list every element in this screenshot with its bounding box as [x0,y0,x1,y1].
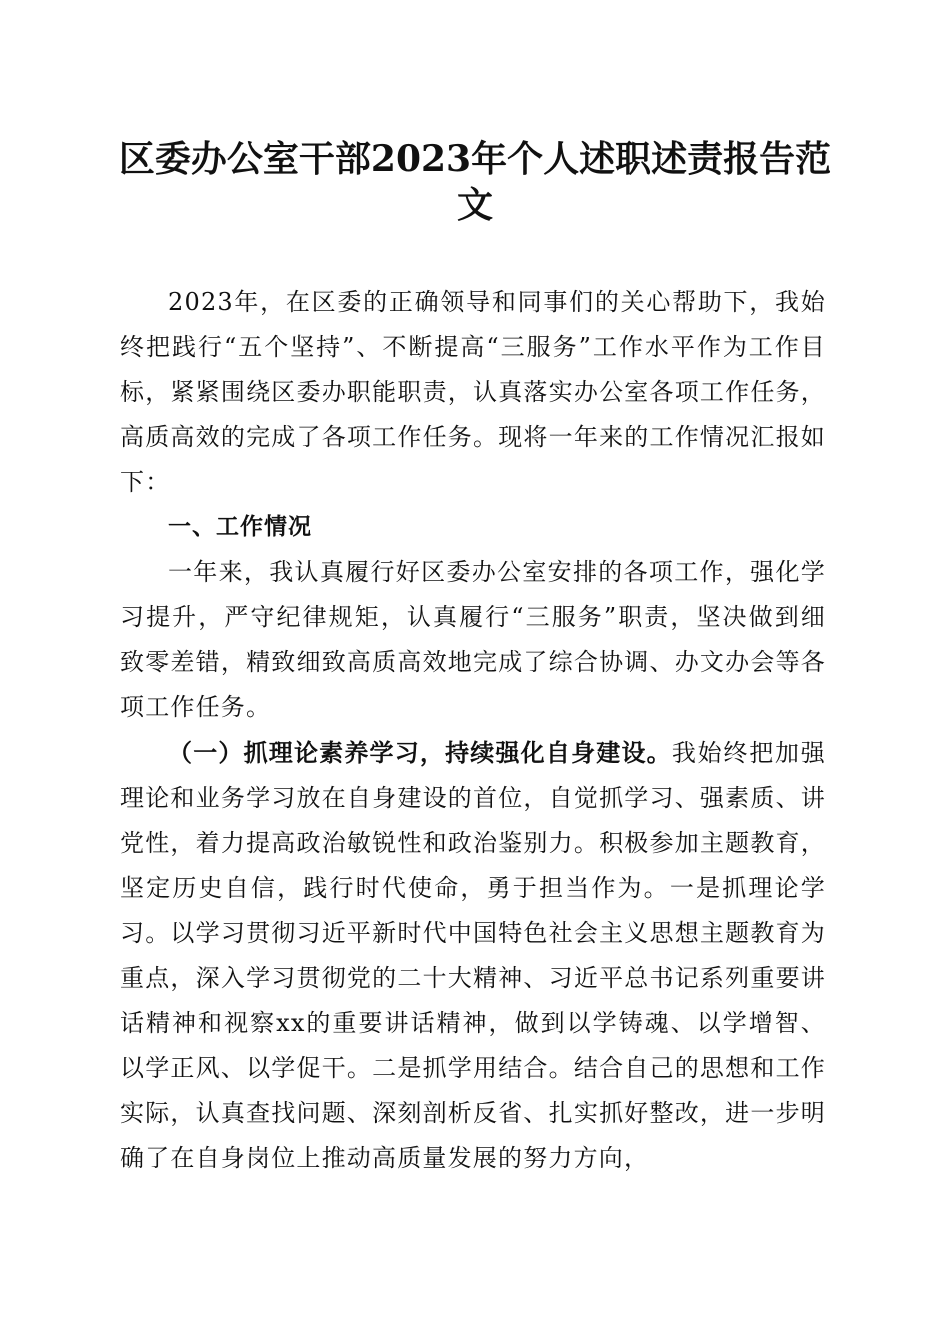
title-line-2: 文 [456,184,493,226]
subsection-paragraph [120,730,826,1181]
subsection-text: 我始终把加强理论和业务学习放在自身建设的首位，自觉抓学习、强素质、讲党性，着力提高政治敏锐性和政治鉴别力。积极参加主题教育，坚定历史自信，践行时代使命，勇于担当作为。一是抓理论学习。以学习贯彻习近平新时代中国特色社会主义思想主题教育为重点，深入学习贯彻党的二十大精神、习近平总书记系列重要讲话精神和视察xx的重要讲话精神，做到以学铸魂、以学增智、以学正风、以学促干。二是抓学用结合。结合自己的思想和工作实际，认真查找问题、深刻剖析反省、扎实抓好整改，进一步明确了在自身岗位上推动高质量发展的努力方向， [120,739,827,1172]
section-paragraph: 一年来，我认真履行好区委办公室安排的各项工作，强化学习提升，严守纪律规矩，认真履行“三服务”职责，坚决做到细致零差错，精致细致高质高效地完成了综合协调、办文办会等各项工作任务。 [120,558,826,721]
intro-paragraph: 2023年，在区委的正确领导和同事们的关心帮助下，我始终把践行“五个坚持”、不断提高“三服务”工作水平作为工作目标，紧紧围绕区委办职能职责，认真落实办公室各项工作任务，高质高效的完成了各项工作任务。现将一年来的工作情况汇报如下： [120,288,826,496]
document-body [120,280,826,1181]
document-title [100,136,850,228]
section-heading-work: 一、工作情况 [168,514,312,540]
subsection-lead: （一）抓理论素养学习，持续强化自身建设。 [168,738,672,767]
title-line-1: 区委办公室干部2023年个人述职述责报告范 [118,138,832,180]
